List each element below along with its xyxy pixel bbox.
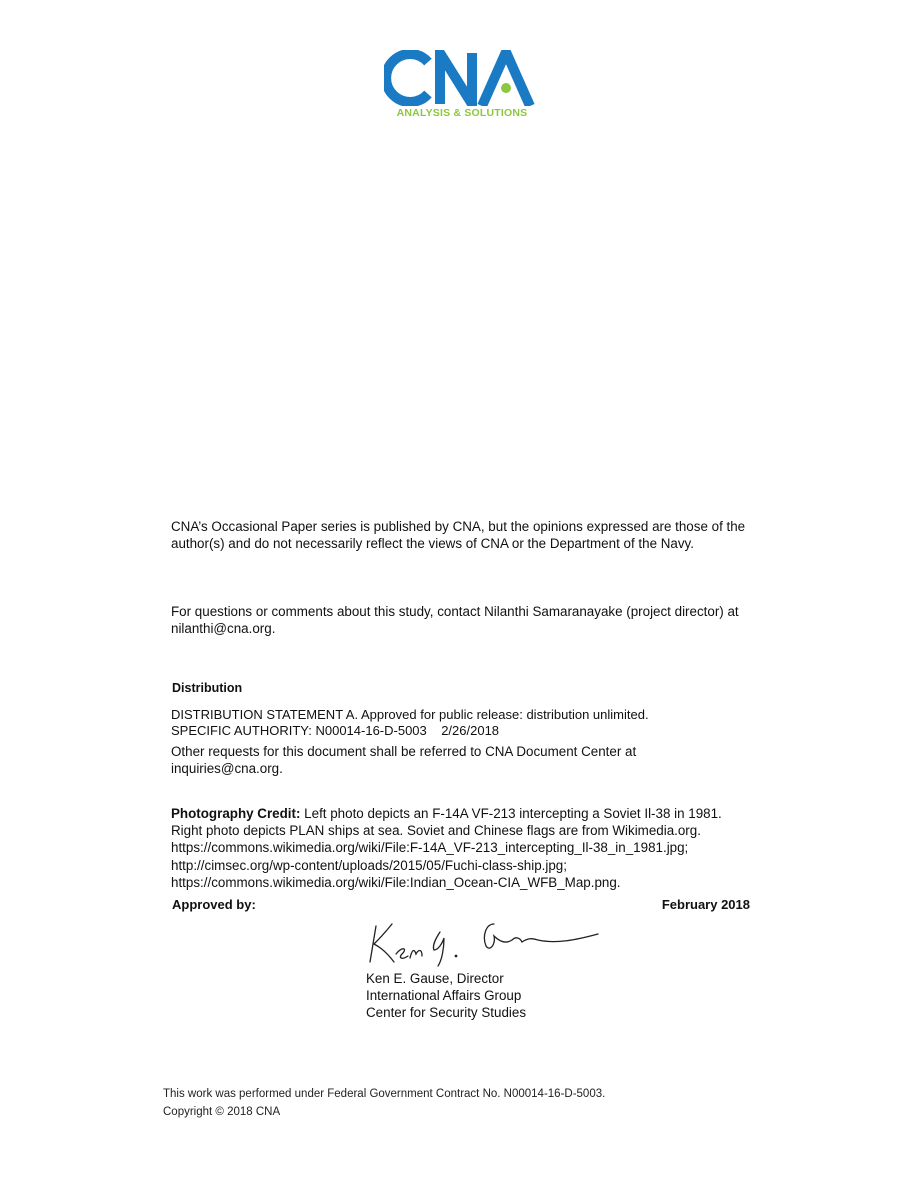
signatory-block [366,970,526,1021]
photo-credit-label: Photography Credit: [171,806,301,821]
photo-credit-body: Left photo depicts an F-14A VF-213 intercepting a Soviet Il-38 in 1981. Right photo depicts PLAN ships at sea. Soviet and Chinese flags are from Wikimedia.org. https://commons.wikimedia.org/wiki/File:F-14A_VF-213_intercepting_Il-38_in_1981.jpg; http://cimsec.org/wp-content/uploads/2015/05/Fuchi-class-ship.jpg; https://commons.wikimedia.org/wiki/File:Indian_Ocean-CIA_WFB_Map.png. [171,806,722,890]
contact-text: For questions or comments about this study, contact Nilanthi Samaranayake (project director) at nilanthi@cna.org. [171,604,739,636]
other-requests-text: Other requests for this document shall be referred to CNA Document Center at inquiries@cna.org. [171,744,637,776]
approved-by-label: Approved by: [172,897,256,912]
cna-wordmark-logo [384,50,536,106]
logo-tagline: ANALYSIS & SOLUTIONS [396,107,528,119]
signatory-group: International Affairs Group [366,988,522,1003]
distribution-statement-line: DISTRIBUTION STATEMENT A. Approved for public release: distribution unlimited. [171,707,649,722]
specific-authority-line: SPECIFIC AUTHORITY: N00014-16-D-5003 2/26/2018 [171,723,500,738]
footer [163,1085,605,1121]
signatory-center: Center for Security Studies [366,1005,527,1020]
cna-logo [384,50,540,122]
signatory-name: Ken E. Gause, Director [366,971,504,986]
disclaimer-text: CNA’s Occasional Paper series is published by CNA, but the opinions expressed are those of the author(s) and do not necessarily reflect the views of CNA or the Department of the Navy. [171,519,746,551]
contract-line: This work was performed under Federal Government Contract No. N00014-16-D-5003. [163,1088,606,1100]
distribution-statement [171,707,751,739]
approval-date: February 2018 [661,897,750,912]
contact-paragraph [171,603,751,637]
disclaimer-paragraph [171,518,751,552]
photo-credit-text [171,805,751,891]
handwritten-signature [362,916,602,968]
photo-credit-paragraph [171,805,751,891]
copyright-line: Copyright © 2018 CNA [163,1106,281,1118]
distribution-heading: Distribution [172,681,243,695]
other-requests-paragraph [171,743,751,777]
